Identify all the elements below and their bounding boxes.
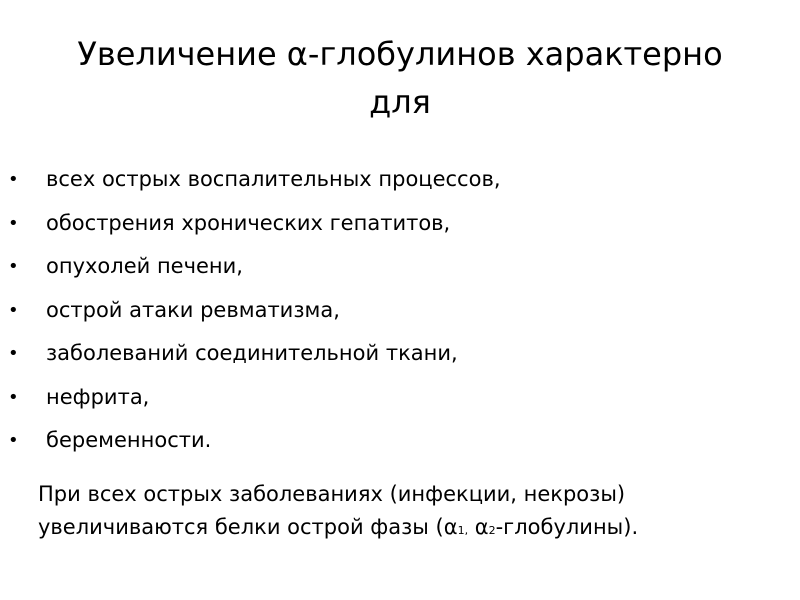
title-line-2: для <box>369 83 431 121</box>
summary-paragraph <box>38 478 778 547</box>
bullet-dot-icon: • <box>8 343 19 364</box>
bullet-dot-icon: • <box>8 169 19 190</box>
bullet-dot-icon: • <box>8 212 19 234</box>
subscript-2: 2 <box>488 524 496 537</box>
bullet-dot-icon: • <box>8 256 19 277</box>
paragraph-text: α <box>468 515 489 539</box>
bullet-dot-icon: • <box>8 386 19 408</box>
bullet-item <box>0 158 800 202</box>
subscript-1: 1, <box>457 524 469 537</box>
bullet-item <box>0 289 800 333</box>
bullet-list <box>0 158 800 463</box>
bullet-dot-icon: • <box>8 299 19 321</box>
bullet-text: нефрита, <box>46 384 150 409</box>
paragraph-text: увеличиваются белки острой фазы (α <box>38 515 458 539</box>
bullet-item <box>0 376 800 420</box>
slide-title <box>40 30 760 126</box>
bullet-text: опухолей печени, <box>46 254 243 278</box>
bullet-item <box>0 332 800 376</box>
bullet-item <box>0 245 800 289</box>
paragraph-line-1: При всех острых заболеваниях (инфекции, некрозы) <box>38 482 626 506</box>
bullet-text: острой атаки ревматизма, <box>46 297 340 322</box>
bullet-text: беременности. <box>46 428 212 452</box>
bullet-text: всех острых воспалительных процессов, <box>46 167 501 191</box>
paragraph-text: -глобулины). <box>495 515 639 539</box>
bullet-text: обострения хронических гепатитов, <box>46 210 451 235</box>
title-line-1: Увеличение α-глобулинов характерно <box>77 35 723 73</box>
paragraph-line-2 <box>38 511 778 547</box>
bullet-item <box>0 419 800 463</box>
bullet-item <box>0 202 800 246</box>
bullet-dot-icon: • <box>8 430 19 451</box>
bullet-text: заболеваний соединительной ткани, <box>46 341 458 365</box>
